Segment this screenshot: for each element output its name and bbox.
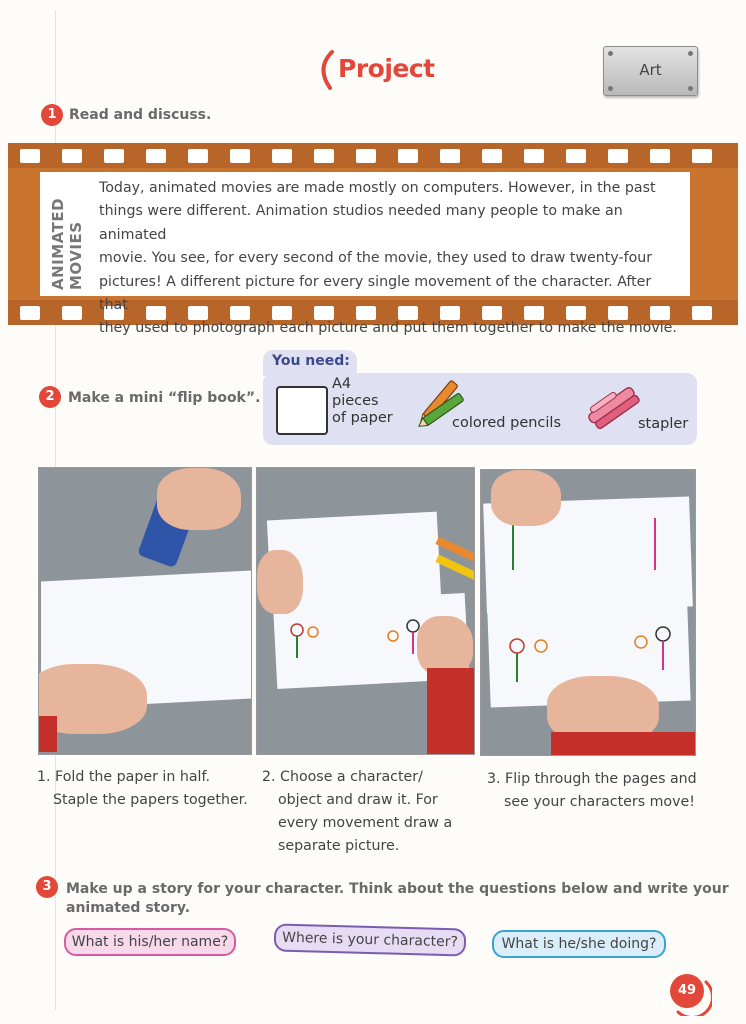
subject-plate <box>603 46 698 96</box>
step-text-line: 3. Flip through the pages and <box>487 771 697 787</box>
section-1-number: 1 <box>41 104 63 126</box>
screw-icon <box>688 86 693 91</box>
film-side-title-line2: MOVIES <box>67 221 85 290</box>
step-text-line: 2. Choose a character/ <box>262 769 423 785</box>
step-text-line: see your characters move! <box>504 794 695 810</box>
film-strip <box>8 143 738 337</box>
film-perforation <box>20 149 40 163</box>
film-perforation <box>692 306 712 320</box>
paper-label-line: of paper <box>332 410 393 426</box>
screw-icon <box>608 86 613 91</box>
sleeve <box>551 732 695 755</box>
step-text-line: 1. Fold the paper in half. <box>37 769 210 785</box>
question-bubble-place: Where is your character? <box>274 923 467 956</box>
film-perforation <box>524 149 544 163</box>
stapler-label: stapler <box>638 416 689 432</box>
stick-figures-drawing <box>495 510 685 700</box>
film-perforation <box>650 149 670 163</box>
film-perforation <box>62 149 82 163</box>
section-1-heading: Read and discuss. <box>69 107 212 123</box>
film-perforation <box>440 149 460 163</box>
film-text-line: things were different. Animation studios needed many people to make an animated <box>99 203 623 243</box>
film-perforation <box>20 306 40 320</box>
pencils-label: colored pencils <box>452 415 562 431</box>
section-2-heading: Make a mini “flip book”. <box>68 390 261 406</box>
step-1 <box>37 766 248 812</box>
film-perforation <box>398 149 418 163</box>
stapling-photo <box>38 467 252 755</box>
film-side-title-line1: ANIMATED <box>49 197 67 290</box>
stapler-icon <box>582 376 642 436</box>
step-3 <box>487 768 697 814</box>
paper-icon <box>276 386 328 435</box>
film-perforation <box>482 149 502 163</box>
film-text-line: Today, animated movies are made mostly on computers. However, in the past <box>99 180 656 196</box>
film-perforation <box>146 149 166 163</box>
question-bubble-action: What is he/she doing? <box>492 930 666 958</box>
section-3-heading-line: Make up a story for your character. Think about the questions below and write your <box>66 881 729 897</box>
film-text-line: movie. You see, for every second of the movie, they used to draw twenty-four <box>99 250 653 267</box>
hand <box>491 470 561 526</box>
film-text-line: pictures! A different picture for every single movement of the character. After that <box>99 273 652 314</box>
paper-label-line: pieces <box>332 393 379 409</box>
section-3-number: 3 <box>36 876 58 898</box>
film-perforation <box>608 149 628 163</box>
hand <box>157 468 241 530</box>
drawing-photo <box>256 467 475 755</box>
film-perforation <box>566 149 586 163</box>
sleeve <box>427 668 474 754</box>
film-perforation <box>188 149 208 163</box>
step-text-line: object and draw it. For <box>278 792 438 808</box>
screw-icon <box>688 51 693 56</box>
hand <box>417 616 473 676</box>
subject-label: Art <box>639 61 662 79</box>
title-arc-icon <box>314 48 336 92</box>
paper-label <box>332 376 393 427</box>
film-perforation <box>692 149 712 163</box>
film-perforation <box>62 306 82 320</box>
section-3-heading-line: animated story. <box>66 900 191 916</box>
film-perforation <box>314 149 334 163</box>
hand <box>257 550 303 614</box>
film-perforation <box>356 149 376 163</box>
you-need-label: You need: <box>272 353 350 369</box>
film-text-line: they used to photograph each picture and put them together to make the movie. <box>99 320 677 337</box>
page-number: 49 <box>670 974 704 1008</box>
film-side-title <box>49 180 85 290</box>
section-3-heading <box>66 880 729 918</box>
film-perforation <box>230 149 250 163</box>
step-text-line: separate picture. <box>278 838 400 854</box>
sleeve <box>38 716 57 752</box>
film-perforations-top <box>8 143 738 168</box>
film-perforation <box>104 149 124 163</box>
section-2-number: 2 <box>39 386 61 408</box>
page-title: Project <box>338 54 435 83</box>
flipping-photo <box>480 469 696 756</box>
question-bubble-name: What is his/her name? <box>64 928 236 956</box>
step-2 <box>262 766 452 858</box>
step-text-line: every movement draw a <box>278 815 453 831</box>
paper-label-line: A4 <box>332 376 352 392</box>
screw-icon <box>608 51 613 56</box>
step-text-line: Staple the papers together. <box>53 792 248 808</box>
page-number-badge <box>668 972 712 1016</box>
film-perforation <box>272 149 292 163</box>
film-text <box>99 177 684 341</box>
